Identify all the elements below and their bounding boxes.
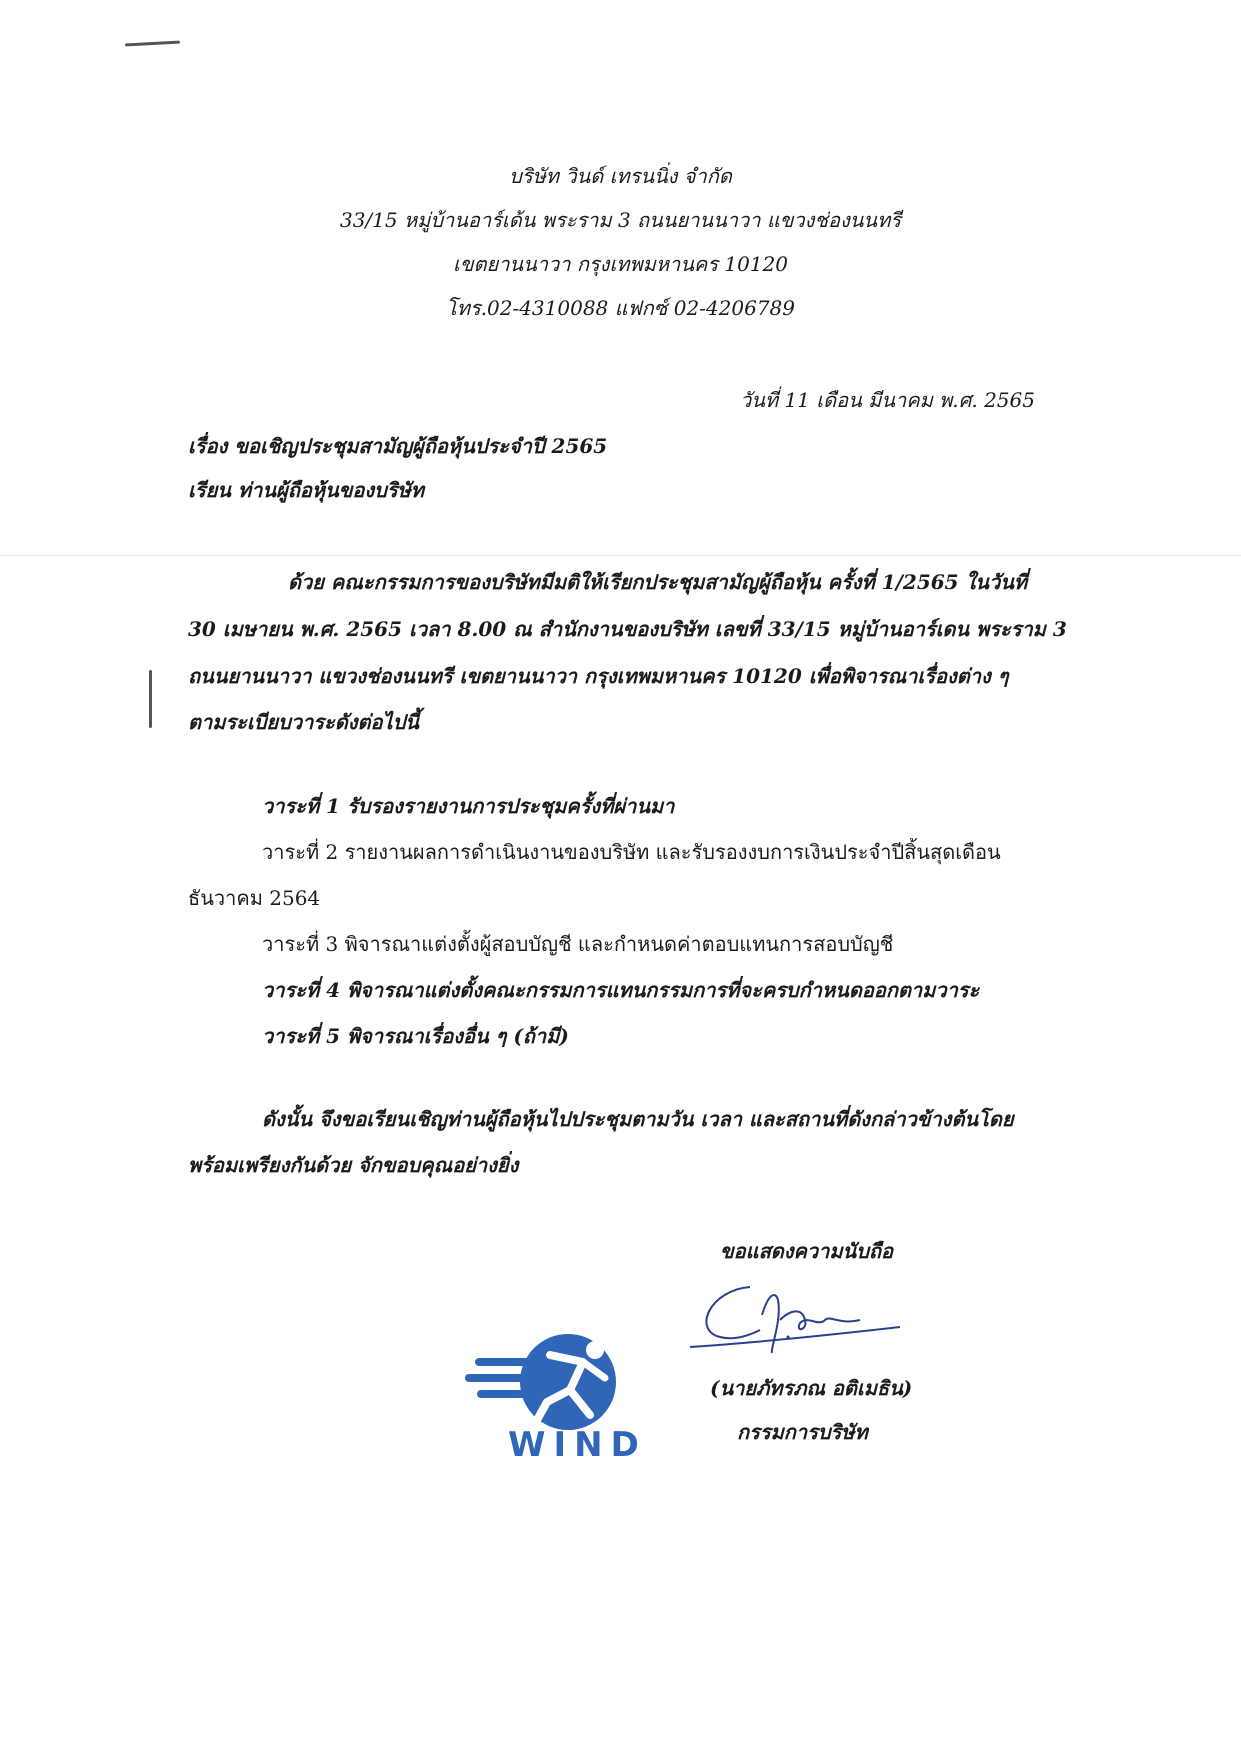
agenda-item: วาระที่ 5 พิจารณาเรื่องอื่น ๆ (ถ้ามี) <box>262 1024 569 1048</box>
letter-date: วันที่ 11 เดือน มีนาคม พ.ศ. 2565 <box>740 388 1035 412</box>
body-line: 30 เมษายน พ.ศ. 2565 เวลา 8.00 ณ สำนักงานของบริษัท เลขที่ 33/15 หมู่บ้านอาร์เดน พระราม 3 <box>188 617 1067 641</box>
closing-line: ดังนั้น จึงขอเรียนเชิญท่านผู้ถือหุ้นไปประชุมตามวัน เวลา และสถานที่ดังกล่าวข้างต้นโดย <box>262 1107 1014 1131</box>
body-line: ตามระเบียบวาระดังต่อไปนี้ <box>188 710 419 734</box>
agenda-item: วาระที่ 2 รายงานผลการดำเนินงานของบริษัท และรับรองงบการเงินประจำปีสิ้นสุดเดือน <box>262 840 1001 864</box>
agenda-item: วาระที่ 3 พิจารณาแต่งตั้งผู้สอบบัญชี และกำหนดค่าตอบแทนการสอบบัญชี <box>262 932 894 956</box>
subject-line: เรื่อง ขอเชิญประชุมสามัญผู้ถือหุ้นประจำปี 2565 <box>188 434 608 458</box>
salutation: ขอแสดงความนับถือ <box>720 1239 894 1263</box>
scan-mark <box>149 670 152 728</box>
contact-line: โทร.02-4310088 แฟกซ์ 02-4206789 <box>445 296 796 320</box>
company-name: บริษัท วินด์ เทรนนิ่ง จำกัด <box>509 164 732 188</box>
address-line-1: 33/15 หมู่บ้านอาร์เด้น พระราม 3 ถนนยานนาวา แขวงช่องนนทรี <box>339 208 902 232</box>
signatory-name: (นายภัทรภณ อติเมธิน) <box>710 1376 913 1400</box>
agenda-item: วาระที่ 1 รับรองรายงานการประชุมครั้งที่ผ่านมา <box>262 794 675 818</box>
scan-mark <box>125 41 180 47</box>
agenda-item: วาระที่ 4 พิจารณาแต่งตั้งคณะกรรมการแทนกรรมการที่จะครบกำหนดออกตามวาระ <box>262 978 980 1002</box>
agenda-item-continuation: ธันวาคม 2564 <box>188 886 321 910</box>
body-line: ถนนยานนาวา แขวงช่องนนทรี เขตยานนาวา กรุงเทพมหานคร 10120 เพื่อพิจารณาเรื่องต่าง ๆ <box>188 664 1009 688</box>
signatory-position: กรรมการบริษัท <box>737 1420 868 1444</box>
handwritten-signature-icon <box>690 1275 910 1375</box>
closing-line: พร้อมเพรียงกันด้วย จักขอบคุณอย่างยิ่ง <box>188 1153 519 1177</box>
address-line-2: เขตยานนาวา กรุงเทพมหานคร 10120 <box>452 252 789 276</box>
body-line: ด้วย คณะกรรมการของบริษัทมีมติให้เรียกประชุมสามัญผู้ถือหุ้น ครั้งที่ 1/2565 ในวันที่ <box>288 570 1028 594</box>
recipient-line: เรียน ท่านผู้ถือหุ้นของบริษัท <box>188 478 424 502</box>
scan-line <box>0 555 1241 556</box>
logo-wordmark: WIND <box>508 1425 647 1465</box>
